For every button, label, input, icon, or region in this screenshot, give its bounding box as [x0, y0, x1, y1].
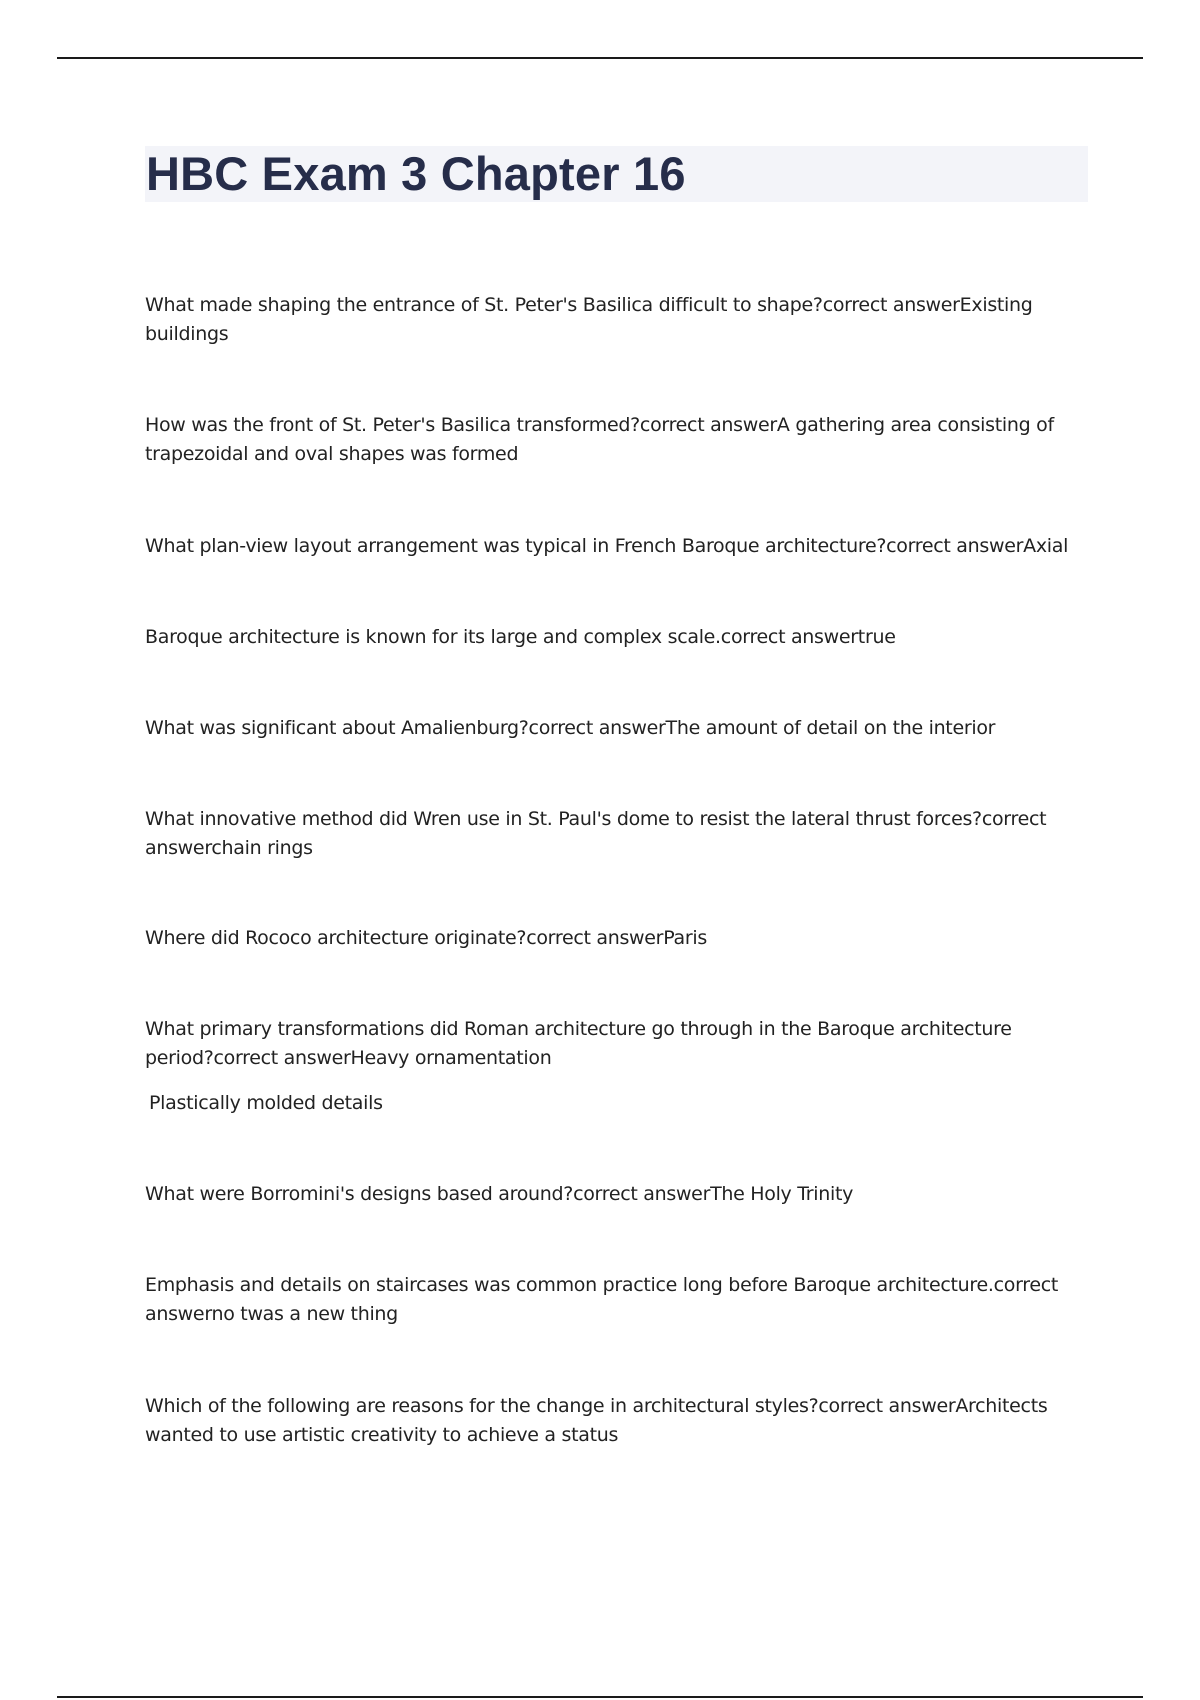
qa-item-3: What plan-view layout arrangement was typical in French Baroque architecture?correct answerAxial — [145, 535, 1069, 557]
qa-item-8-extra: Plastically molded details — [149, 1092, 383, 1114]
qa-item-2: How was the front of St. Peter's Basilica transformed?correct answerA gathering area consisting of trapezoidal and oval shapes was formed — [145, 414, 1054, 465]
qa-item-10: Emphasis and details on staircases was common practice long before Baroque architecture.correct answerno twas a new thing — [145, 1274, 1059, 1325]
top-rule — [57, 57, 1143, 59]
qa-item-9: What were Borromini's designs based around?correct answerThe Holy Trinity — [145, 1183, 854, 1205]
document-title: HBC Exam 3 Chapter 16 — [146, 147, 686, 200]
qa-item-8: What primary transformations did Roman architecture go through in the Baroque architecture period?correct answerHeavy ornamentation — [145, 1018, 1012, 1069]
bottom-rule — [57, 1696, 1143, 1698]
qa-item-4: Baroque architecture is known for its large and complex scale.correct answertrue — [145, 626, 896, 648]
qa-item-7: Where did Rococo architecture originate?correct answerParis — [145, 927, 707, 949]
qa-item-1: What made shaping the entrance of St. Peter's Basilica difficult to shape?correct answerExisting buildings — [145, 294, 1033, 345]
qa-item-6: What innovative method did Wren use in St. Paul's dome to resist the lateral thrust forces?correct answerchain rings — [145, 808, 1047, 859]
qa-item-11: Which of the following are reasons for the change in architectural styles?correct answerArchitects wanted to use artistic creativity to achieve a status — [145, 1395, 1048, 1446]
qa-item-5: What was significant about Amalienburg?correct answerThe amount of detail on the interior — [145, 717, 996, 739]
